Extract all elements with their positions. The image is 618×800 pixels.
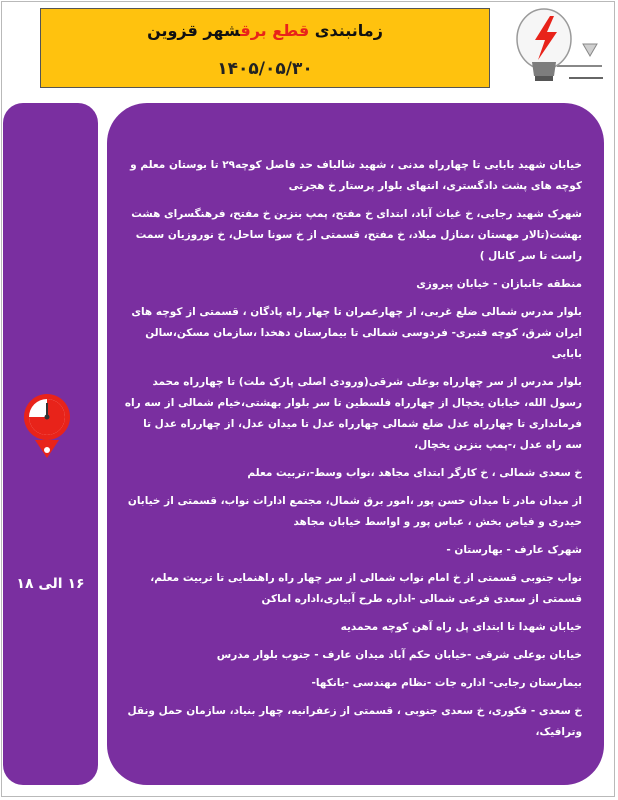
- page-title: [41, 21, 489, 40]
- title-highlight: قطع برق: [240, 21, 310, 40]
- title-prefix: زمانبندی: [309, 21, 383, 40]
- area-item: بلوار مدرس از سر چهارراه بوعلی شرقی(ورودی اصلی پارک ملت) تا چهارراه محمد رسول الله، خیابان یخچال از چهارراه فلسطین تا سر بلوار بهشتی،خیام شمالی از سه راه فرمانداری تا چهارراه عدل ضلع شمالی چهارراه عدل تا میدان عدل، از چهارراه عدل تا سه راه عدل ،-پمپ بنزین یخچال،: [124, 376, 582, 451]
- area-item: خ سعدی شمالی ، خ کارگر ابتدای مجاهد ،نواب وسط-،تربیت معلم: [247, 467, 582, 479]
- outage-areas-panel: [107, 103, 604, 785]
- area-item: شهرک شهید رجایی، خ غیاث آباد، ابتدای خ مفتح، پمپ بنزین خ مفتح، فرهنگسرای هشت بهشت(تالار مهستان ،منازل میلاد، خ مفتح، قسمتی از خ سونا ساحل، خ نوروزیان سمت راست تا سر کانال ): [131, 208, 582, 262]
- lightbulb-bolt-icon: [497, 4, 605, 88]
- clock-location-pin-icon: [22, 390, 72, 460]
- title-suffix: شهر قزوین: [147, 21, 241, 40]
- area-item: خیابان شهید بابایی تا چهارراه مدنی ، شهید شالباف حد فاصل کوچه۲۹ تا بوستان معلم و کوچه های پشت دادگستری، انتهای بلوار پرستار خ هجرتی: [130, 159, 582, 192]
- area-item: بلوار مدرس شمالی ضلع غربی، از چهارعمران تا چهار راه پادگان ، قسمتی از کوچه های ایران شرق، کوچه فنبری- فردوسی شمالی تا بیمارستان دهخدا ،سازمان مسکن،سالن بابایی: [131, 306, 582, 360]
- area-item: از میدان مادر تا میدان حسن پور ،امور برق شمال، مجتمع ادارات نواب، قسمتی از خیابان حیدری و فیاض بخش ، عباس پور و اواسط خیابان مجاهد: [127, 495, 582, 528]
- area-item: منطقه جانبازان - خیابان پیروزی: [416, 278, 582, 290]
- area-item: شهرک عارف - بهارستان -: [446, 544, 582, 556]
- time-slot-label: ۱۶ الی ۱۸: [16, 576, 85, 592]
- time-slot-pill: [3, 103, 98, 785]
- area-item: بیمارستان رجایی- اداره جات -نظام مهندسی -بانکها-: [311, 677, 582, 689]
- area-item: خ سعدی - فکوری، خ سعدی جنوبی ، قسمتی از زعفرانیه، چهار بنیاد، سازمان حمل ونقل وترافیک،: [127, 705, 582, 738]
- area-item: نواب جنوبی قسمتی از خ امام نواب شمالی از سر چهار راه راهنمایی تا تربیت معلم، قسمتی از سعدی فرعی شمالی -اداره طرح آبیاری،اداره اماکن: [150, 572, 582, 605]
- title-box: [40, 8, 490, 88]
- schedule-date: ۱۴۰۵/۰۵/۳۰: [217, 59, 313, 79]
- area-item: خیابان بوعلی شرقی -خیابان حکم آباد میدان عارف - جنوب بلوار مدرس: [216, 649, 582, 661]
- area-item: خیابان شهدا تا ابتدای پل راه آهن کوچه محمدیه: [340, 621, 582, 633]
